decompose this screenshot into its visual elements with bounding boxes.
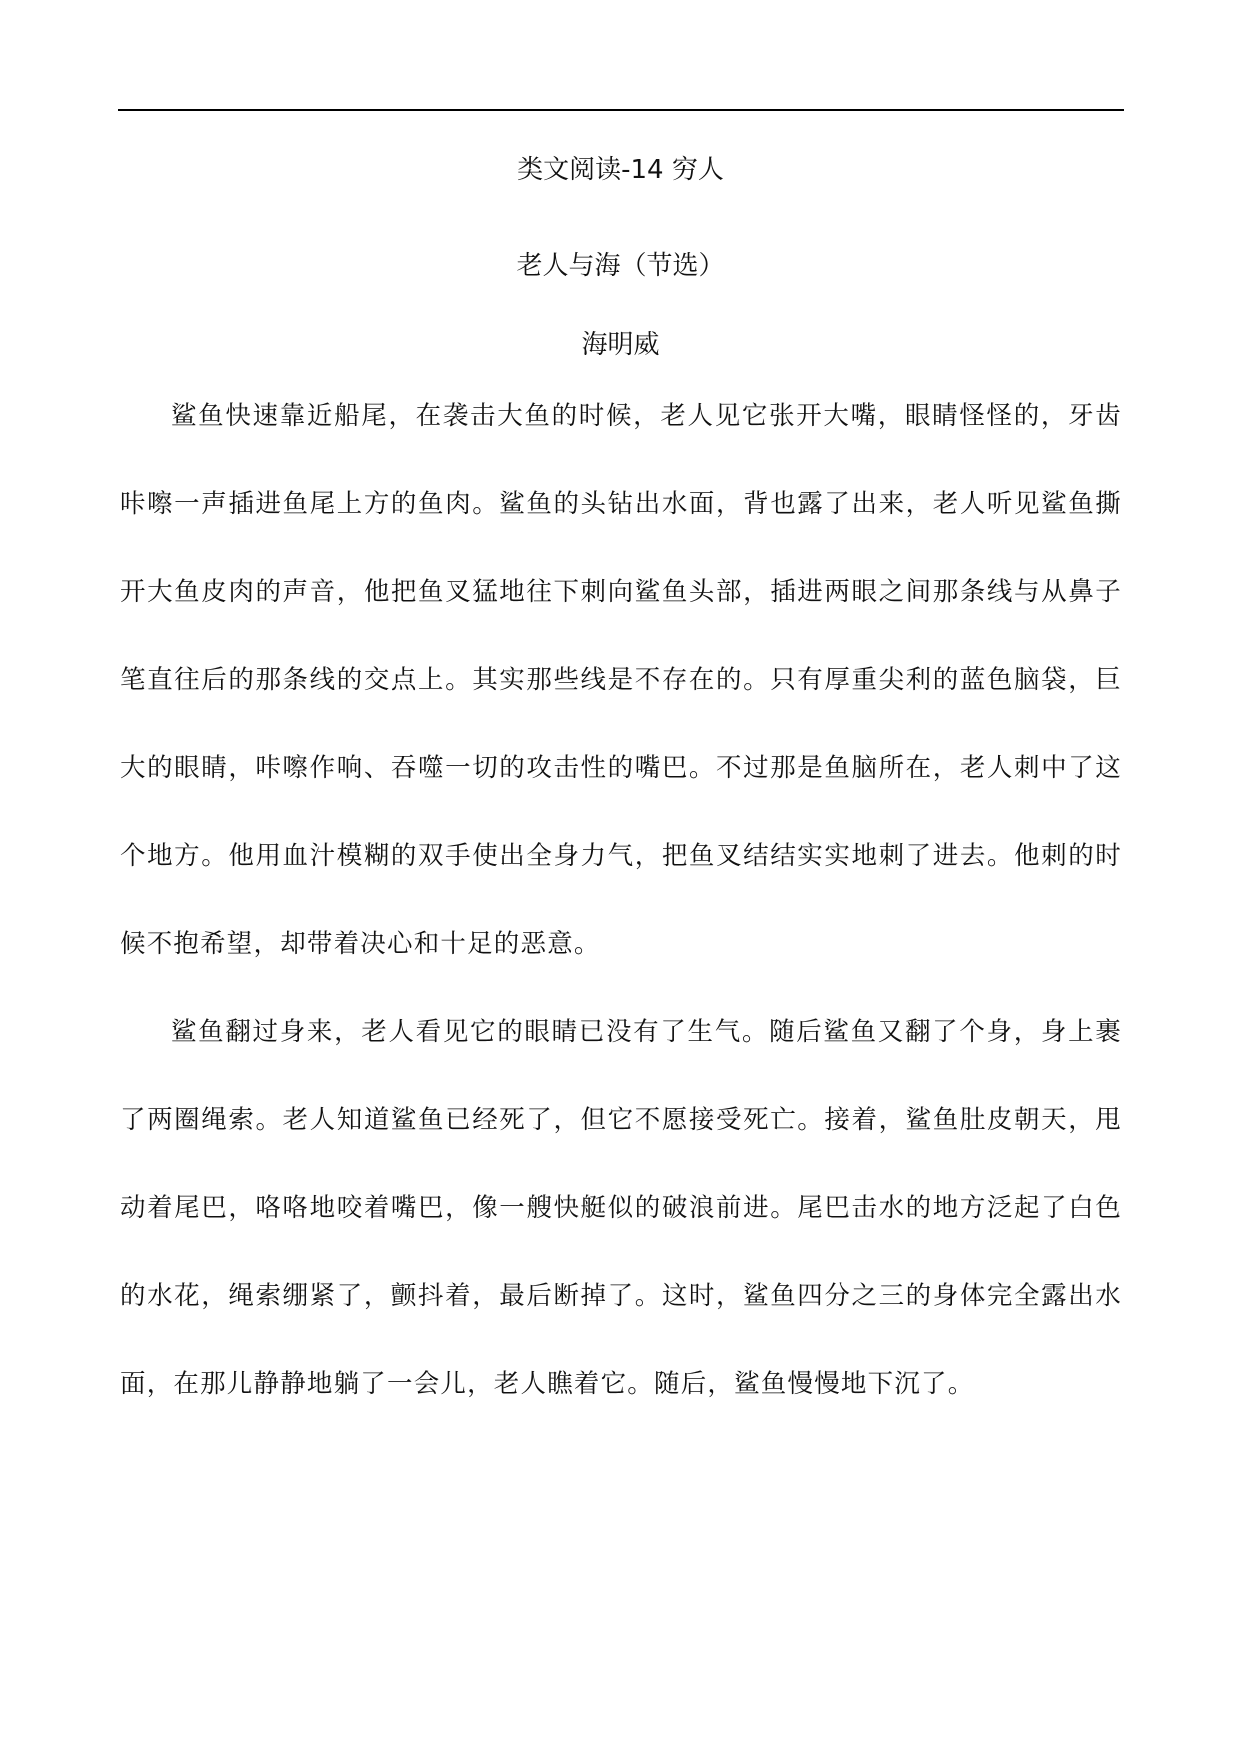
work-title: 老人与海（节选） xyxy=(516,251,725,281)
header-rule xyxy=(118,109,1124,111)
paragraph: 鲨鱼翻过身来，老人看见它的眼睛已没有了生气。随后鲨鱼又翻了个身，身上裹了两圈绳索。老人知道鲨鱼已经死了，但它不愿接受死亡。接着，鲨鱼肚皮朝天，甩动着尾巴，咯咯地咬着嘴巴，像一艘快艇似的破浪前进。尾巴击水的地方泛起了白色的水花，绳索绷紧了，颤抖着，最后断掉了。这时，鲨鱼四分之三的身体完全露出水面，在那儿静静地躺了一会儿，老人瞧着它。随后，鲨鱼慢慢地下沉了。 xyxy=(120,1017,1122,1399)
author-name: 海明威 xyxy=(581,330,660,360)
body-text xyxy=(120,372,1122,1428)
paragraph: 鲨鱼快速靠近船尾，在袭击大鱼的时候，老人见它张开大嘴，眼睛怪怪的，牙齿咔嚓一声插进鱼尾上方的鱼肉。鲨鱼的头钻出水面，背也露了出来，老人听见鲨鱼撕开大鱼皮肉的声音，他把鱼叉猛地往下刺向鲨鱼头部，插进两眼之间那条线与从鼻子笔直往后的那条线的交点上。其实那些线是不存在的。只有厚重尖利的蓝色脑袋，巨大的眼睛，咔嚓作响、吞噬一切的攻击性的嘴巴。不过那是鱼脑所在，老人刺中了这个地方。他用血汁模糊的双手使出全身力气，把鱼叉结结实实地刺了进去。他刺的时候不抱希望，却带着决心和十足的恶意。 xyxy=(120,401,1122,959)
document-title: 类文阅读-14 穷人 xyxy=(517,155,724,185)
